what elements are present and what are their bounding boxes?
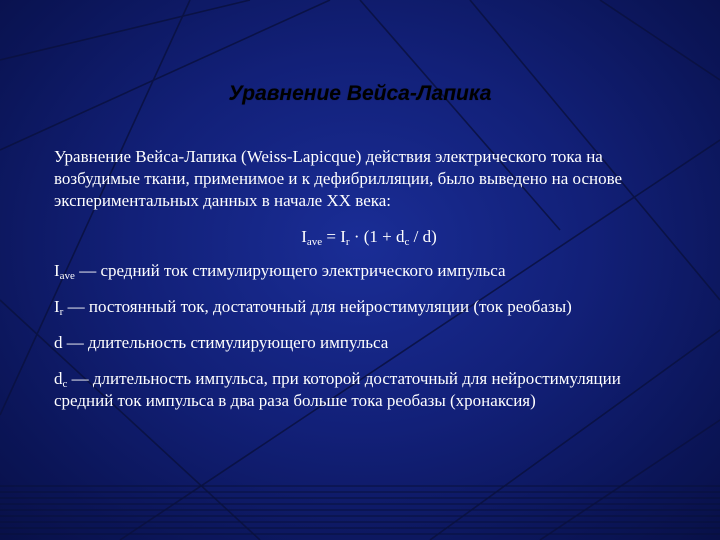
def-sub: ave <box>59 270 75 282</box>
slide-title: Уравнение Вейса-Лапика <box>228 82 492 105</box>
formula-lhs-symbol: I <box>301 227 307 246</box>
def-text: — средний ток стимулирующего электрического импульса <box>74 261 506 280</box>
def-symbol: I <box>54 261 60 280</box>
def-text: — длительность стимулирующего импульса <box>62 333 389 352</box>
def-symbol: d <box>54 333 63 352</box>
definition-ir <box>54 296 684 318</box>
formula-mid: · (1 + d <box>349 227 405 246</box>
formula <box>54 226 684 248</box>
intro-paragraph: Уравнение Вейса-Лапика (Weiss-Lapicque) действия электрического тока на возбудимые ткани, применимое и к дефибрилляции, было выведено на основе экспериментальных данных в начале XX века: <box>54 147 623 210</box>
def-symbol: I <box>54 297 60 316</box>
decor-line <box>0 0 330 150</box>
definition-d <box>54 332 684 354</box>
decor-line <box>600 0 720 80</box>
formula-r-sub: r <box>345 236 350 248</box>
def-text: — длительность импульса, при которой достаточный для нейростимуляции средний ток импульса в два раза больше тока реобазы (хронаксия) <box>54 369 621 410</box>
slide-body <box>54 146 684 426</box>
def-sub: r <box>59 306 64 318</box>
def-text: — постоянный ток, достаточный для нейростимуляции (ток реобазы) <box>63 297 572 316</box>
formula-c-sub: c <box>404 236 410 248</box>
def-sub: c <box>62 378 68 390</box>
definition-dc <box>54 368 684 412</box>
def-symbol: d <box>54 369 63 388</box>
formula-lhs-sub: ave <box>306 236 323 248</box>
definition-iave <box>54 260 684 282</box>
formula-tail: / d) <box>409 227 437 246</box>
decor-line <box>0 0 250 60</box>
formula-eq: = I <box>322 227 346 246</box>
